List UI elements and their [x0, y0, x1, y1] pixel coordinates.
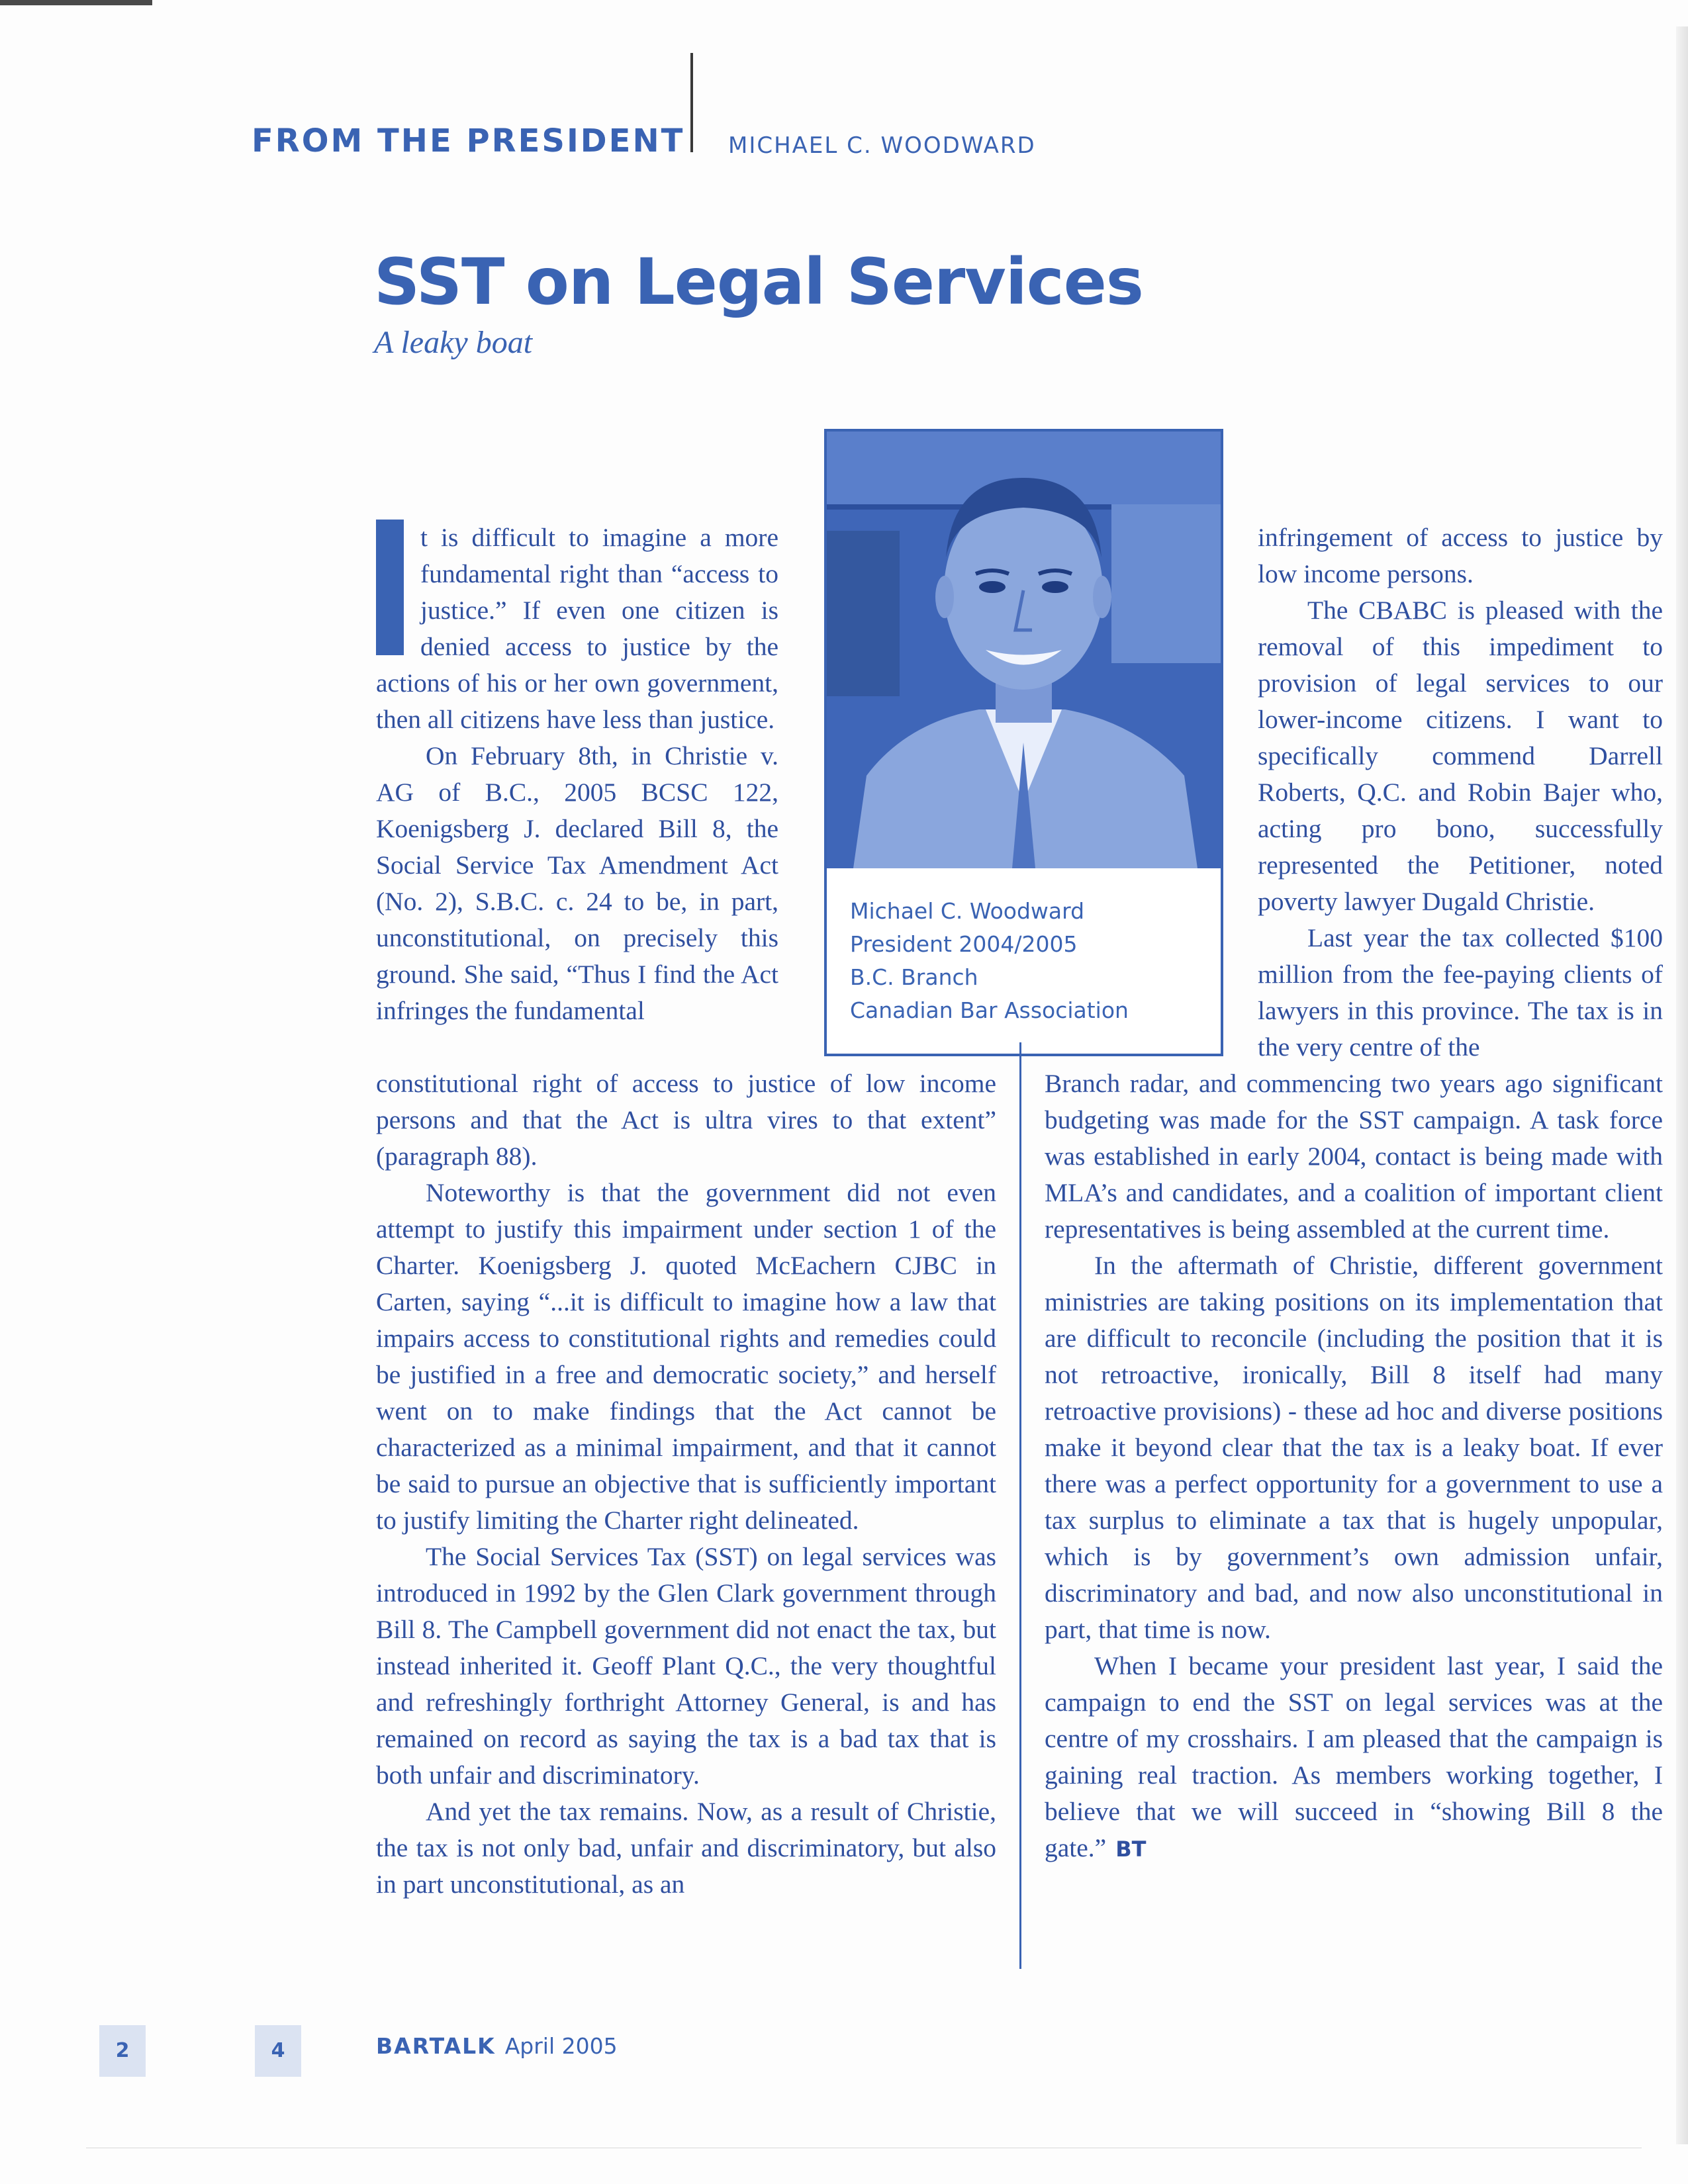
column-1-top [376, 520, 778, 1029]
paragraph: Noteworthy is that the government did not even attempt to justify this impairment under section 1 of the Charter. Koenigsberg J. quoted McEachern CJBC in Carten, saying “...it is difficult to imagine how a law that impairs access to constitutional rights and remedies could be justified in a free and democratic society,” and herself went on to make findings that the Act cannot be characterized as a minimal impairment, and that it cannot be said to pursue an objective that is sufficiently important to justify limiting the Charter right delineated. [376, 1178, 996, 1535]
paragraph: The CBABC is pleased with the removal of this impediment to provision of legal services to our lower-income citizens. I want to specifically commend Darrell Roberts, Q.C. and Robin Bajer who, acting pro bono, successfully represented the Petitioner, noted poverty lawyer Dugald Christie. [1258, 596, 1663, 916]
column-3-top [1258, 520, 1663, 1066]
portrait-photo [827, 432, 1221, 868]
article-subtitle: A leaky boat [374, 325, 533, 360]
paragraph: The Social Services Tax (SST) on legal services was introduced in 1992 by the Glen Clark government through Bill 8. The Campbell government did not enact the tax, but instead inherited it. Geoff Plant Q.C., the very thoughtful and refreshingly forthright Attorney General, is and has remained on record as saying the tax is a bad tax that is both unfair and discriminatory. [376, 1542, 996, 1790]
closing-paragraph-text: When I became your president last year, I said the campaign to end the SST on legal services was at the centre of my crosshairs. I am pleased that the campaign is gaining real traction. As members working together, I believe that we will succeed in “showing Bill 8 the gate.” [1045, 1651, 1663, 1862]
caption-line: President 2004/2005 [850, 931, 1078, 957]
paragraph: Branch radar, and commencing two years ago significant budgeting was made for the SST campaign. A task force was established in early 2004, contact is being made with MLA’s and candidates, and a coalition of important client representatives is being assembled at the current time. [1045, 1069, 1663, 1244]
portrait-image [827, 432, 1221, 868]
folio-right: 4 [255, 2025, 301, 2077]
folio-left: 2 [99, 2025, 146, 2077]
article-title: SST on Legal Services [374, 245, 1143, 319]
column-divider [1019, 1042, 1021, 1969]
paragraph: In the aftermath of Christie, different government ministries are taking positions on its implementation that are difficult to reconcile (including the position that it is not retroactive, ironically, Bill 8 itself had many retroactive provisions) - these ad hoc and diverse positions make it beyond clear that the tax is a leaky boat. If ever there was a perfect opportunity for a government to use a tax surplus to eliminate a tax that is hugely unpopular, which is by government’s own admission unfair, discriminatory and bad, and now also unconstitutional in part, that time is now. [1045, 1251, 1663, 1644]
paragraph: infringement of access to justice by low income persons. [1258, 523, 1663, 588]
paragraph [1045, 1648, 1663, 1868]
column-2-bottom [1045, 1066, 1663, 1868]
scan-page-edge [1676, 26, 1688, 2144]
paragraph: constitutional right of access to justice of low income persons and that the Act is ultra vires to that extent” (paragraph 88). [376, 1069, 996, 1171]
column-1-bottom [376, 1066, 996, 1903]
header-divider [690, 53, 693, 152]
drop-cap [376, 520, 404, 655]
author-byline: MICHAEL C. WOODWARD [728, 132, 1036, 159]
scan-edge-rule [0, 0, 152, 5]
paragraph: Last year the tax collected $100 million from the fee-paying clients of lawyers in this province. The tax is in the very centre of the [1258, 923, 1663, 1062]
paragraph: On February 8th, in Christie v. AG of B.C., 2005 BCSC 122, Koenigsberg J. declared Bill 8, the Social Service Tax Amendment Act (No. 2), S.B.C. c. 24 to be, in part, unconstitutional, on precisely this ground. She said, “Thus I find the Act infringes the fundamental [376, 741, 778, 1025]
paragraph: And yet the tax remains. Now, as a result of Christie, the tax is not only bad, unfair and discriminatory, but also in part unconstitutional, as an [376, 1797, 996, 1899]
caption-line: Canadian Bar Association [850, 997, 1129, 1023]
portrait-caption [850, 895, 1129, 1027]
paragraph: t is difficult to imagine a more fundamental right than “access to justice.” If even one citizen is denied access to justice by the actions of his or her own government, then all citizens have less than justice. [376, 523, 778, 734]
issue-date: April 2005 [504, 2033, 618, 2059]
publication-name: BARTALK [376, 2033, 496, 2059]
footer-publication [376, 2033, 618, 2059]
section-heading: FROM THE PRESIDENT [252, 122, 685, 159]
caption-line: Michael C. Woodward [850, 898, 1085, 924]
caption-line: B.C. Branch [850, 964, 978, 990]
end-mark: BT [1115, 1837, 1147, 1862]
portrait-box [824, 429, 1223, 1056]
